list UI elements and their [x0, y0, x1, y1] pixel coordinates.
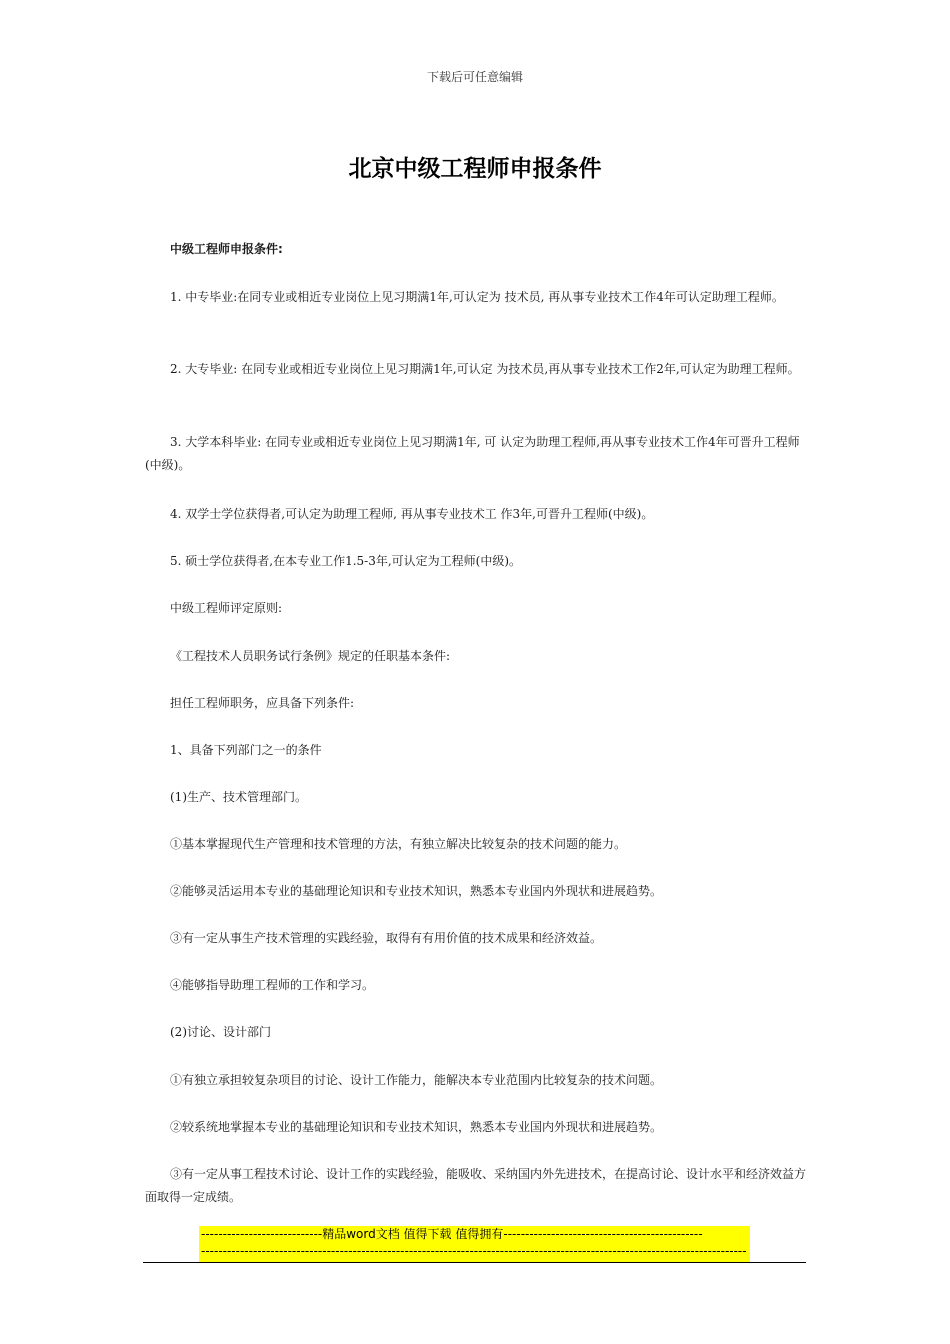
footer-banner-line: ------------------------------------------------------------------------------------------------------------------------------ [201, 1244, 747, 1258]
paragraph: (2)讨论、设计部门 [170, 1025, 271, 1039]
paragraph: ④能够指导助理工程师的工作和学习。 [170, 978, 375, 992]
paragraph: 1. 中专毕业:在同专业或相近专业岗位上见习期满1年,可认定为 技术员, 再从事专业技术工作4年可认定助理工程师。 [170, 290, 784, 304]
paragraph: ③有一定从事工程技术讨论、设计工作的实践经验，能吸收、采纳国内外先进技术，在提高讨论、设计水平和经济效益方面取得一定成绩。 [145, 1167, 807, 1204]
paragraph: ②能够灵活运用本专业的基础理论知识和专业技术知识，熟悉本专业国内外现状和进展趋势。 [170, 884, 663, 898]
paragraph: 5. 硕士学位获得者,在本专业工作1.5-3年,可认定为工程师(中级)。 [170, 554, 522, 568]
footer-banner [199, 1226, 750, 1262]
footer-banner-line: ----------------------------精品word文档 值得下载 值得拥有---------------------------------------------- [201, 1227, 703, 1241]
paragraph: 1、具备下列部门之一的条件 [170, 743, 322, 757]
footer-divider [143, 1262, 806, 1263]
paragraph: 3. 大学本科毕业: 在同专业或相近专业岗位上见习期满1年, 可 认定为助理工程师,再从事专业技术工作4年可晋升工程师(中级)。 [145, 435, 800, 472]
paragraph: 2. 大专毕业: 在同专业或相近专业岗位上见习期满1年,可认定 为技术员,再从事专业技术工作2年,可认定为助理工程师。 [170, 362, 800, 376]
paragraph: (1)生产、技术管理部门。 [170, 790, 307, 804]
section-heading: 中级工程师申报条件: [170, 242, 283, 256]
paragraph: ①基本掌握现代生产管理和技术管理的方法，有独立解决比较复杂的技术问题的能力。 [170, 837, 627, 851]
paragraph: 担任工程师职务，应具备下列条件: [170, 696, 355, 710]
paragraph: 4. 双学士学位获得者,可认定为助理工程师, 再从事专业技术工 作3年,可晋升工程师(中级)。 [170, 507, 654, 521]
paragraph: 《工程技术人员职务试行条例》规定的任职基本条件: [170, 649, 451, 663]
header-note: 下载后可任意编辑 [426, 70, 523, 84]
paragraph: ②较系统地掌握本专业的基础理论知识和专业技术知识，熟悉本专业国内外现状和进展趋势。 [170, 1120, 663, 1134]
document-title: 北京中级工程师申报条件 [348, 156, 602, 182]
paragraph: ①有独立承担较复杂项目的讨论、设计工作能力，能解决本专业范围内比较复杂的技术问题。 [170, 1073, 663, 1087]
paragraph: ③有一定从事生产技术管理的实践经验，取得有有用价值的技术成果和经济效益。 [170, 931, 603, 945]
paragraph: 中级工程师评定原则: [170, 601, 283, 615]
